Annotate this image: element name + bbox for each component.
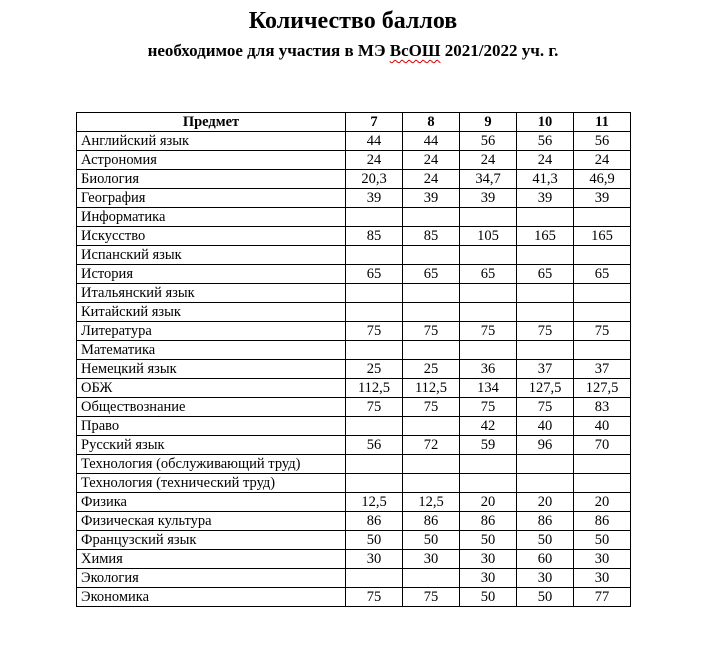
score-cell-grade-11: 30 [574, 569, 631, 588]
score-cell-grade-11 [574, 246, 631, 265]
score-cell-grade-11: 77 [574, 588, 631, 607]
score-cell-grade-9: 30 [460, 550, 517, 569]
score-cell-grade-10: 165 [517, 227, 574, 246]
score-cell-grade-9: 39 [460, 189, 517, 208]
score-cell-grade-8 [403, 569, 460, 588]
score-cell-grade-9: 65 [460, 265, 517, 284]
subject-cell: Искусство [77, 227, 346, 246]
score-cell-grade-8: 75 [403, 398, 460, 417]
score-cell-grade-8 [403, 246, 460, 265]
score-cell-grade-7: 86 [346, 512, 403, 531]
subject-cell: Литература [77, 322, 346, 341]
score-cell-grade-10: 40 [517, 417, 574, 436]
score-cell-grade-11 [574, 455, 631, 474]
score-cell-grade-11: 70 [574, 436, 631, 455]
score-cell-grade-9: 50 [460, 531, 517, 550]
document-title: Количество баллов [248, 8, 458, 34]
score-cell-grade-10: 39 [517, 189, 574, 208]
score-cell-grade-8: 25 [403, 360, 460, 379]
score-cell-grade-11: 65 [574, 265, 631, 284]
score-cell-grade-7: 25 [346, 360, 403, 379]
score-cell-grade-8: 39 [403, 189, 460, 208]
table-row [77, 398, 631, 417]
score-cell-grade-8 [403, 208, 460, 227]
header-grade-10: 10 [517, 113, 574, 132]
score-cell-grade-9 [460, 246, 517, 265]
subject-cell: Технология (обслуживающий труд) [77, 455, 346, 474]
score-cell-grade-9: 34,7 [460, 170, 517, 189]
score-cell-grade-9: 50 [460, 588, 517, 607]
score-cell-grade-8 [403, 303, 460, 322]
score-cell-grade-11 [574, 474, 631, 493]
score-cell-grade-8 [403, 474, 460, 493]
score-cell-grade-9: 20 [460, 493, 517, 512]
scores-table [76, 112, 631, 607]
score-cell-grade-10: 30 [517, 569, 574, 588]
score-cell-grade-7: 20,3 [346, 170, 403, 189]
subtitle-spellcheck-word: ВсОШ [389, 41, 441, 60]
score-cell-grade-10: 24 [517, 151, 574, 170]
table-row [77, 284, 631, 303]
score-cell-grade-7: 30 [346, 550, 403, 569]
score-cell-grade-7 [346, 246, 403, 265]
score-cell-grade-7: 12,5 [346, 493, 403, 512]
header-grade-7: 7 [346, 113, 403, 132]
score-cell-grade-11: 46,9 [574, 170, 631, 189]
score-cell-grade-7: 39 [346, 189, 403, 208]
score-cell-grade-10 [517, 303, 574, 322]
score-cell-grade-8: 65 [403, 265, 460, 284]
score-cell-grade-7 [346, 341, 403, 360]
score-cell-grade-10: 65 [517, 265, 574, 284]
score-cell-grade-10 [517, 474, 574, 493]
subject-cell: Биология [77, 170, 346, 189]
score-cell-grade-11: 40 [574, 417, 631, 436]
score-cell-grade-9: 86 [460, 512, 517, 531]
score-cell-grade-10: 75 [517, 398, 574, 417]
document-subtitle [0, 40, 706, 62]
table-row [77, 170, 631, 189]
score-cell-grade-8: 24 [403, 151, 460, 170]
score-cell-grade-10: 75 [517, 322, 574, 341]
subject-cell: Китайский язык [77, 303, 346, 322]
table-row [77, 341, 631, 360]
score-cell-grade-11: 127,5 [574, 379, 631, 398]
header-row [77, 113, 631, 132]
score-cell-grade-11: 30 [574, 550, 631, 569]
score-cell-grade-10: 50 [517, 588, 574, 607]
subject-cell: География [77, 189, 346, 208]
score-cell-grade-9 [460, 208, 517, 227]
table-row [77, 246, 631, 265]
score-cell-grade-7: 112,5 [346, 379, 403, 398]
header-grade-8: 8 [403, 113, 460, 132]
subject-cell: Технология (технический труд) [77, 474, 346, 493]
score-cell-grade-8: 30 [403, 550, 460, 569]
score-cell-grade-7: 56 [346, 436, 403, 455]
score-cell-grade-7: 75 [346, 322, 403, 341]
score-cell-grade-9: 36 [460, 360, 517, 379]
score-cell-grade-8: 85 [403, 227, 460, 246]
score-cell-grade-11: 86 [574, 512, 631, 531]
score-cell-grade-9 [460, 455, 517, 474]
score-cell-grade-8: 112,5 [403, 379, 460, 398]
subject-cell: Информатика [77, 208, 346, 227]
table-row [77, 417, 631, 436]
score-cell-grade-10 [517, 246, 574, 265]
table-row [77, 436, 631, 455]
table-row [77, 265, 631, 284]
table-row [77, 322, 631, 341]
subject-cell: Физика [77, 493, 346, 512]
table-row [77, 208, 631, 227]
table-row [77, 189, 631, 208]
score-cell-grade-11 [574, 208, 631, 227]
subtitle-suffix: 2021/2022 уч. г. [440, 41, 559, 60]
score-cell-grade-7 [346, 208, 403, 227]
score-cell-grade-8: 75 [403, 588, 460, 607]
header-grade-9: 9 [460, 113, 517, 132]
score-cell-grade-9: 24 [460, 151, 517, 170]
score-cell-grade-7 [346, 284, 403, 303]
table-row [77, 455, 631, 474]
score-cell-grade-10: 56 [517, 132, 574, 151]
table-row [77, 360, 631, 379]
subject-cell: Экология [77, 569, 346, 588]
score-cell-grade-9 [460, 474, 517, 493]
table-row [77, 132, 631, 151]
score-cell-grade-9 [460, 284, 517, 303]
score-cell-grade-8 [403, 284, 460, 303]
score-cell-grade-9: 105 [460, 227, 517, 246]
subject-cell: Физическая культура [77, 512, 346, 531]
score-cell-grade-7 [346, 303, 403, 322]
subject-cell: Экономика [77, 588, 346, 607]
score-cell-grade-10: 96 [517, 436, 574, 455]
score-cell-grade-10: 127,5 [517, 379, 574, 398]
table-row [77, 531, 631, 550]
score-cell-grade-10 [517, 284, 574, 303]
table-row [77, 550, 631, 569]
table-row [77, 512, 631, 531]
subject-cell: Химия [77, 550, 346, 569]
table-row [77, 379, 631, 398]
score-cell-grade-8: 24 [403, 170, 460, 189]
subject-cell: История [77, 265, 346, 284]
subject-cell: Астрономия [77, 151, 346, 170]
score-cell-grade-9: 75 [460, 322, 517, 341]
subject-cell: Русский язык [77, 436, 346, 455]
score-cell-grade-8 [403, 417, 460, 436]
score-cell-grade-11: 50 [574, 531, 631, 550]
score-cell-grade-11: 37 [574, 360, 631, 379]
score-cell-grade-9: 30 [460, 569, 517, 588]
score-cell-grade-11: 165 [574, 227, 631, 246]
score-cell-grade-9: 42 [460, 417, 517, 436]
subject-cell: Французский язык [77, 531, 346, 550]
subject-cell: Английский язык [77, 132, 346, 151]
score-cell-grade-8: 44 [403, 132, 460, 151]
table-row [77, 493, 631, 512]
score-cell-grade-11: 56 [574, 132, 631, 151]
table-row [77, 227, 631, 246]
score-cell-grade-7: 75 [346, 398, 403, 417]
score-cell-grade-9 [460, 341, 517, 360]
subject-cell: Немецкий язык [77, 360, 346, 379]
score-cell-grade-9: 56 [460, 132, 517, 151]
table-row [77, 474, 631, 493]
score-cell-grade-8 [403, 455, 460, 474]
table-row [77, 303, 631, 322]
header-grade-11: 11 [574, 113, 631, 132]
score-cell-grade-9: 59 [460, 436, 517, 455]
score-cell-grade-7 [346, 569, 403, 588]
score-cell-grade-8: 75 [403, 322, 460, 341]
score-cell-grade-7: 75 [346, 588, 403, 607]
score-cell-grade-10: 60 [517, 550, 574, 569]
score-cell-grade-7 [346, 474, 403, 493]
table-row [77, 569, 631, 588]
score-cell-grade-7: 44 [346, 132, 403, 151]
score-cell-grade-8: 50 [403, 531, 460, 550]
score-cell-grade-7: 50 [346, 531, 403, 550]
score-cell-grade-8: 72 [403, 436, 460, 455]
table-row [77, 588, 631, 607]
score-cell-grade-7: 24 [346, 151, 403, 170]
score-cell-grade-8 [403, 341, 460, 360]
score-cell-grade-11 [574, 303, 631, 322]
score-cell-grade-11: 39 [574, 189, 631, 208]
score-cell-grade-10: 41,3 [517, 170, 574, 189]
score-cell-grade-7: 65 [346, 265, 403, 284]
header-subject: Предмет [77, 113, 346, 132]
score-cell-grade-8: 86 [403, 512, 460, 531]
score-cell-grade-11: 20 [574, 493, 631, 512]
score-cell-grade-11 [574, 284, 631, 303]
score-cell-grade-7 [346, 455, 403, 474]
subject-cell: Математика [77, 341, 346, 360]
subject-cell: Итальянский язык [77, 284, 346, 303]
score-cell-grade-8: 12,5 [403, 493, 460, 512]
score-cell-grade-9: 134 [460, 379, 517, 398]
score-cell-grade-10: 86 [517, 512, 574, 531]
score-cell-grade-11: 24 [574, 151, 631, 170]
score-cell-grade-9 [460, 303, 517, 322]
subtitle-prefix: необходимое для участия в МЭ [147, 41, 390, 60]
table-row [77, 151, 631, 170]
score-cell-grade-10: 50 [517, 531, 574, 550]
score-cell-grade-11: 75 [574, 322, 631, 341]
score-cell-grade-10 [517, 455, 574, 474]
score-cell-grade-7: 85 [346, 227, 403, 246]
subject-cell: Испанский язык [77, 246, 346, 265]
subject-cell: ОБЖ [77, 379, 346, 398]
score-cell-grade-10 [517, 208, 574, 227]
subject-cell: Обществознание [77, 398, 346, 417]
score-cell-grade-11 [574, 341, 631, 360]
table-body [77, 132, 631, 607]
score-cell-grade-10: 37 [517, 360, 574, 379]
score-cell-grade-10 [517, 341, 574, 360]
score-cell-grade-11: 83 [574, 398, 631, 417]
score-cell-grade-10: 20 [517, 493, 574, 512]
score-cell-grade-7 [346, 417, 403, 436]
score-cell-grade-9: 75 [460, 398, 517, 417]
subject-cell: Право [77, 417, 346, 436]
